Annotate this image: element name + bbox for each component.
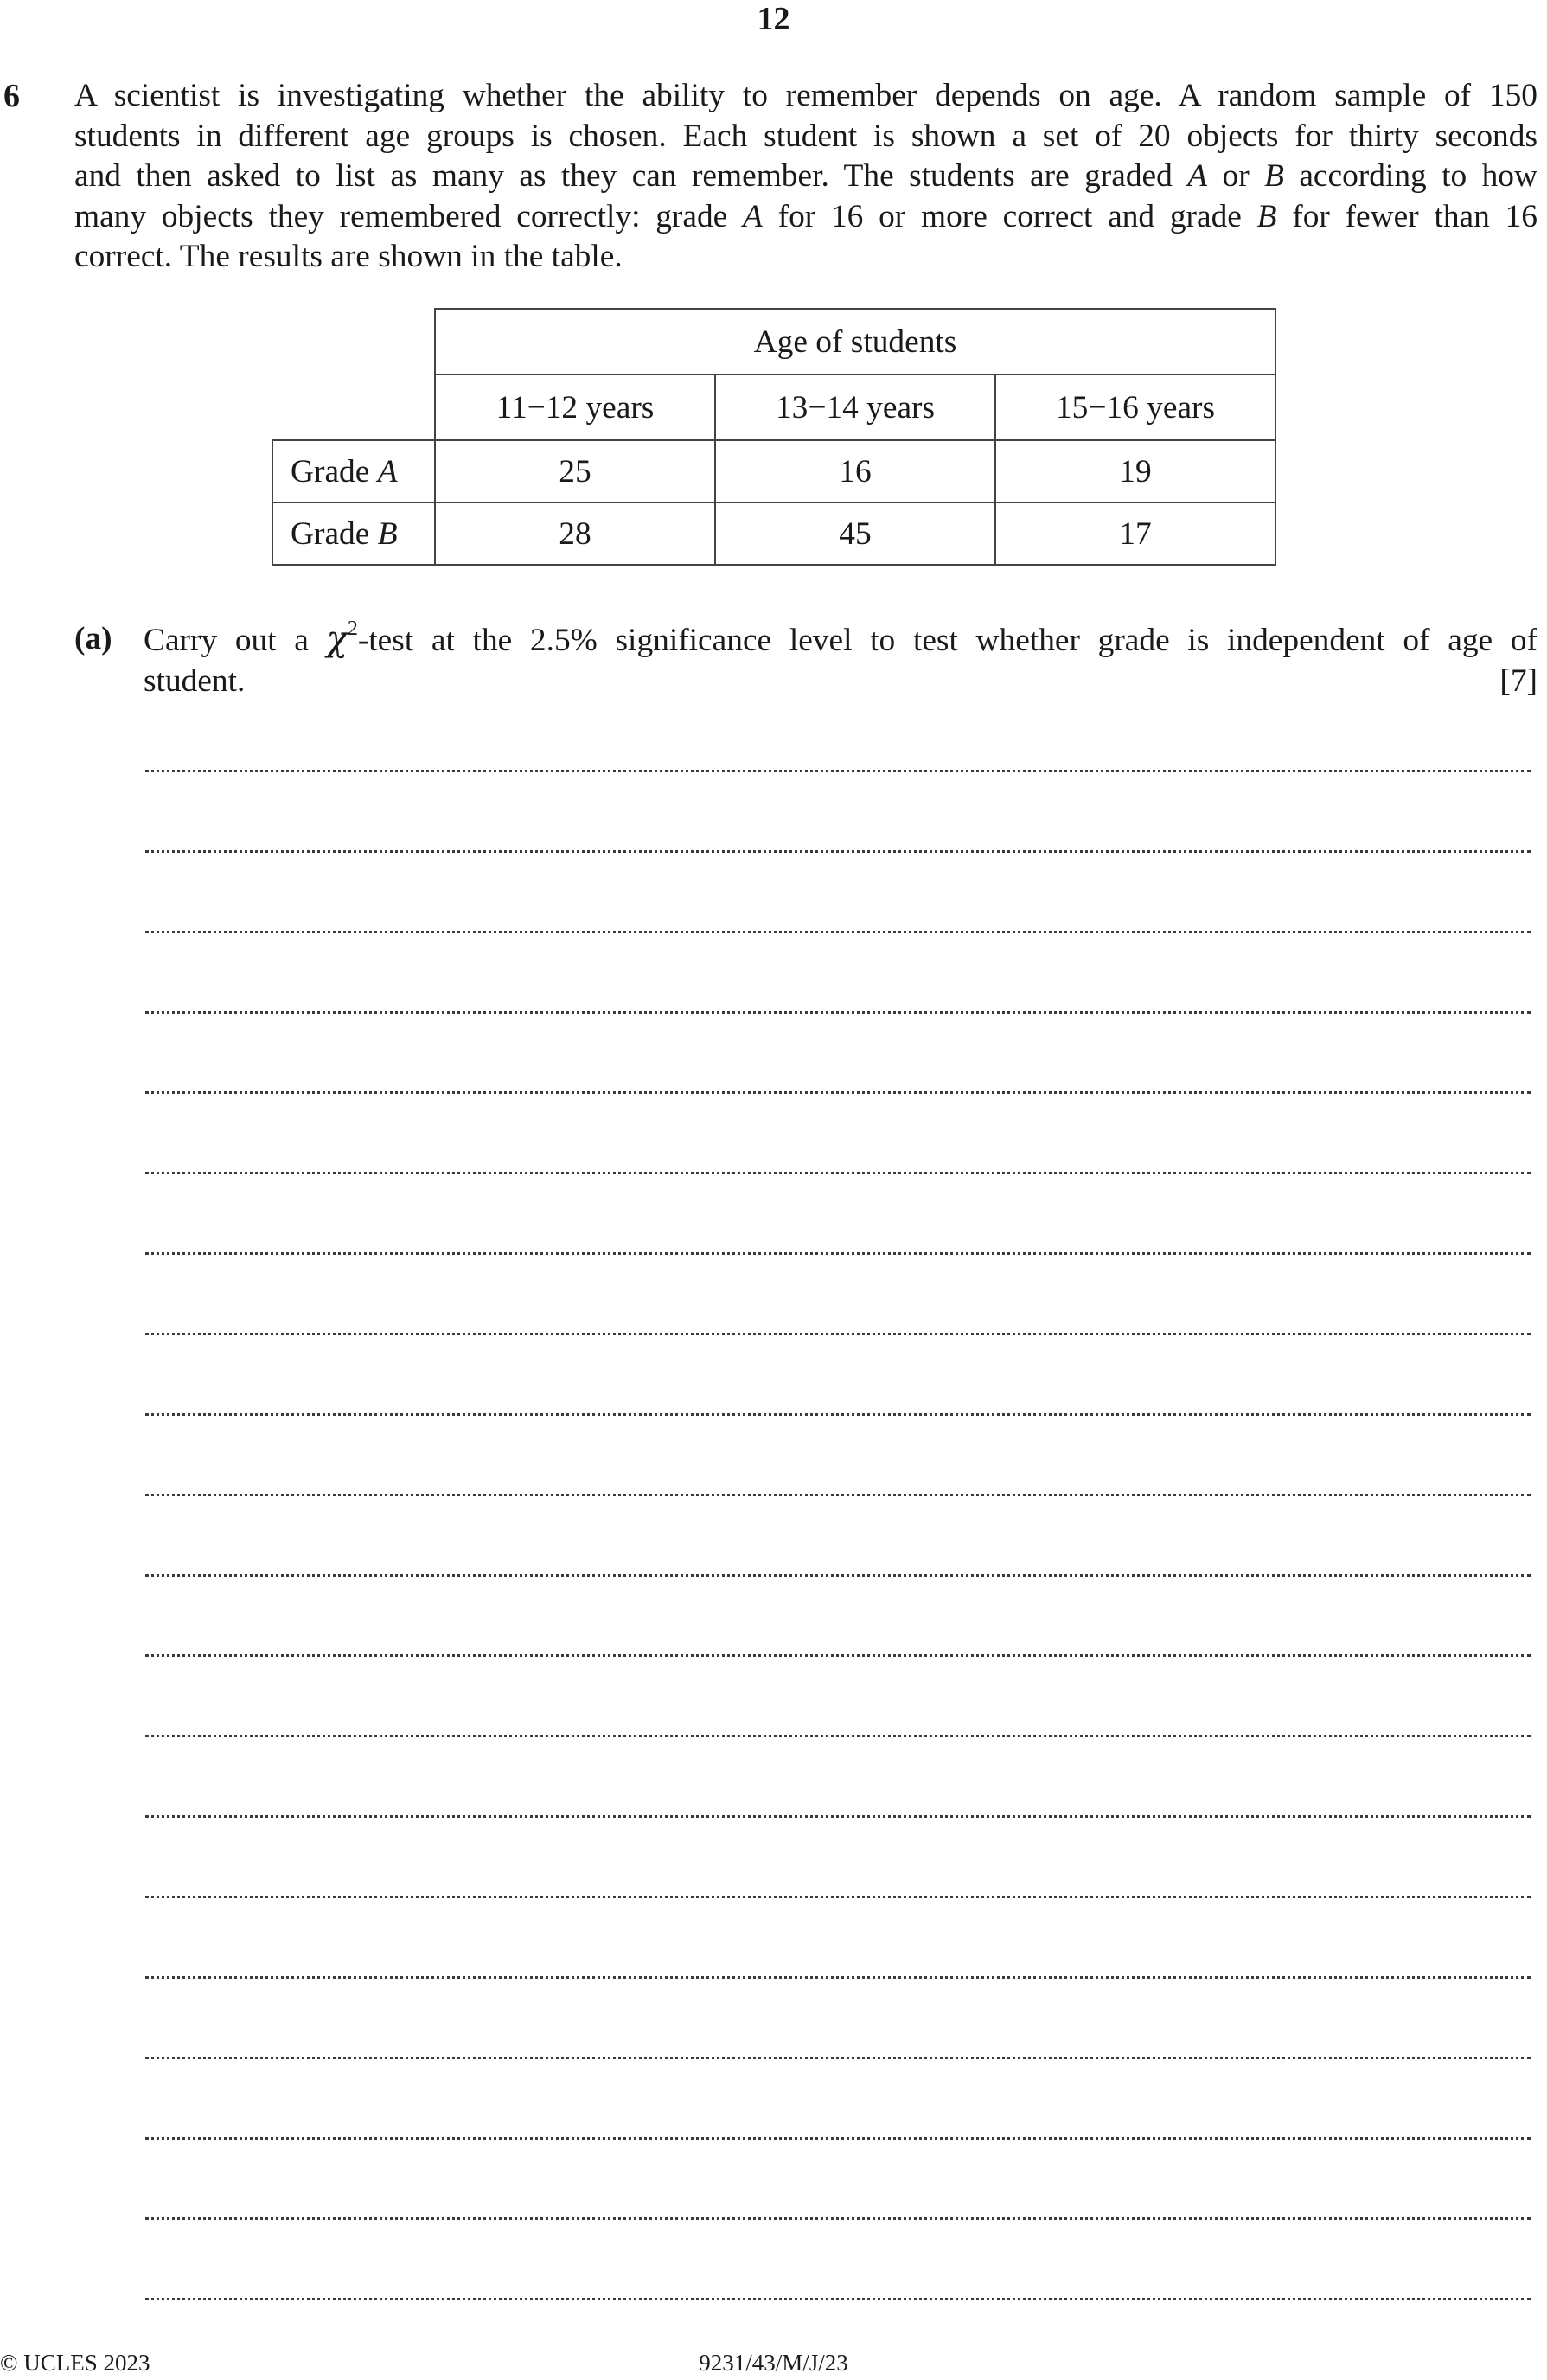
table-row bbox=[272, 502, 1275, 565]
chi-symbol: χ bbox=[326, 619, 348, 659]
answer-line[interactable] bbox=[145, 1094, 1531, 1174]
question-line-1: A scientist is investigating whether the ability to remember depends on age. A random sample of 150 bbox=[74, 78, 1537, 113]
answer-line[interactable] bbox=[145, 1898, 1531, 1979]
question-line-4: many objects they remembered correctly: grade A for 16 or more correct and grade B for fewer than 16 bbox=[74, 198, 1537, 234]
question-line-2: students in different age groups is chosen. Each student is shown a set of 20 objects for thirty seconds bbox=[74, 118, 1537, 154]
paper-code: 9231/43/M/J/23 bbox=[699, 2350, 848, 2376]
answer-line[interactable] bbox=[145, 1577, 1531, 1657]
answer-line[interactable] bbox=[145, 2220, 1531, 2300]
table-cell: 28 bbox=[435, 502, 715, 565]
answer-line[interactable] bbox=[145, 1657, 1531, 1737]
chi-superscript: 2 bbox=[347, 617, 358, 640]
answer-line[interactable] bbox=[145, 1335, 1531, 1416]
answer-line[interactable] bbox=[145, 1014, 1531, 1094]
question-number: 6 bbox=[3, 78, 20, 114]
results-table bbox=[272, 308, 1276, 566]
column-header: 13−14 years bbox=[715, 374, 995, 440]
answer-line[interactable] bbox=[145, 758, 1531, 772]
part-a-label: (a) bbox=[74, 621, 112, 656]
answer-line[interactable] bbox=[145, 1979, 1531, 2059]
table-cell: 19 bbox=[995, 440, 1275, 502]
answer-line[interactable] bbox=[145, 2059, 1531, 2140]
part-a-text bbox=[144, 619, 1537, 701]
column-header: 15−16 years bbox=[995, 374, 1275, 440]
table-corner bbox=[272, 309, 435, 374]
table-cell: 17 bbox=[995, 502, 1275, 565]
answer-line[interactable] bbox=[145, 853, 1531, 933]
table-cell: 45 bbox=[715, 502, 995, 565]
marks: [7] bbox=[1499, 662, 1537, 699]
row-header: Grade A bbox=[272, 440, 435, 502]
table-group-header-row bbox=[272, 309, 1275, 374]
part-a-line-1: Carry out a $\chi^2$-test at the 2.5% significance level to test whether grade is independent of age of bbox=[144, 617, 1537, 659]
answer-line[interactable] bbox=[145, 2140, 1531, 2220]
answer-line[interactable] bbox=[145, 1416, 1531, 1496]
part-a-line-2: student. [7] bbox=[144, 662, 1537, 702]
answer-line[interactable] bbox=[145, 1737, 1531, 1818]
answer-line[interactable] bbox=[145, 1255, 1531, 1335]
table-cell: 16 bbox=[715, 440, 995, 502]
table-corner bbox=[272, 374, 435, 440]
answer-line[interactable] bbox=[145, 933, 1531, 1014]
answer-line[interactable] bbox=[145, 1818, 1531, 1898]
table-row bbox=[272, 440, 1275, 502]
table-cell: 25 bbox=[435, 440, 715, 502]
copyright: © UCLES 2023 bbox=[0, 2350, 150, 2376]
question-line-5: correct. The results are shown in the table. bbox=[74, 239, 623, 274]
question-line-3: and then asked to list as many as they can remember. The students are graded A or B according to how bbox=[74, 158, 1538, 194]
row-header: Grade B bbox=[272, 502, 435, 565]
answer-line[interactable] bbox=[145, 1496, 1531, 1577]
answer-line[interactable] bbox=[145, 772, 1531, 853]
question-text bbox=[74, 76, 1537, 278]
page-number: 12 bbox=[757, 1, 790, 37]
answer-line[interactable] bbox=[145, 1174, 1531, 1255]
answer-lines[interactable] bbox=[145, 758, 1531, 2300]
table-group-header: Age of students bbox=[435, 309, 1275, 374]
table-column-header-row bbox=[272, 374, 1275, 440]
column-header: 11−12 years bbox=[435, 374, 715, 440]
